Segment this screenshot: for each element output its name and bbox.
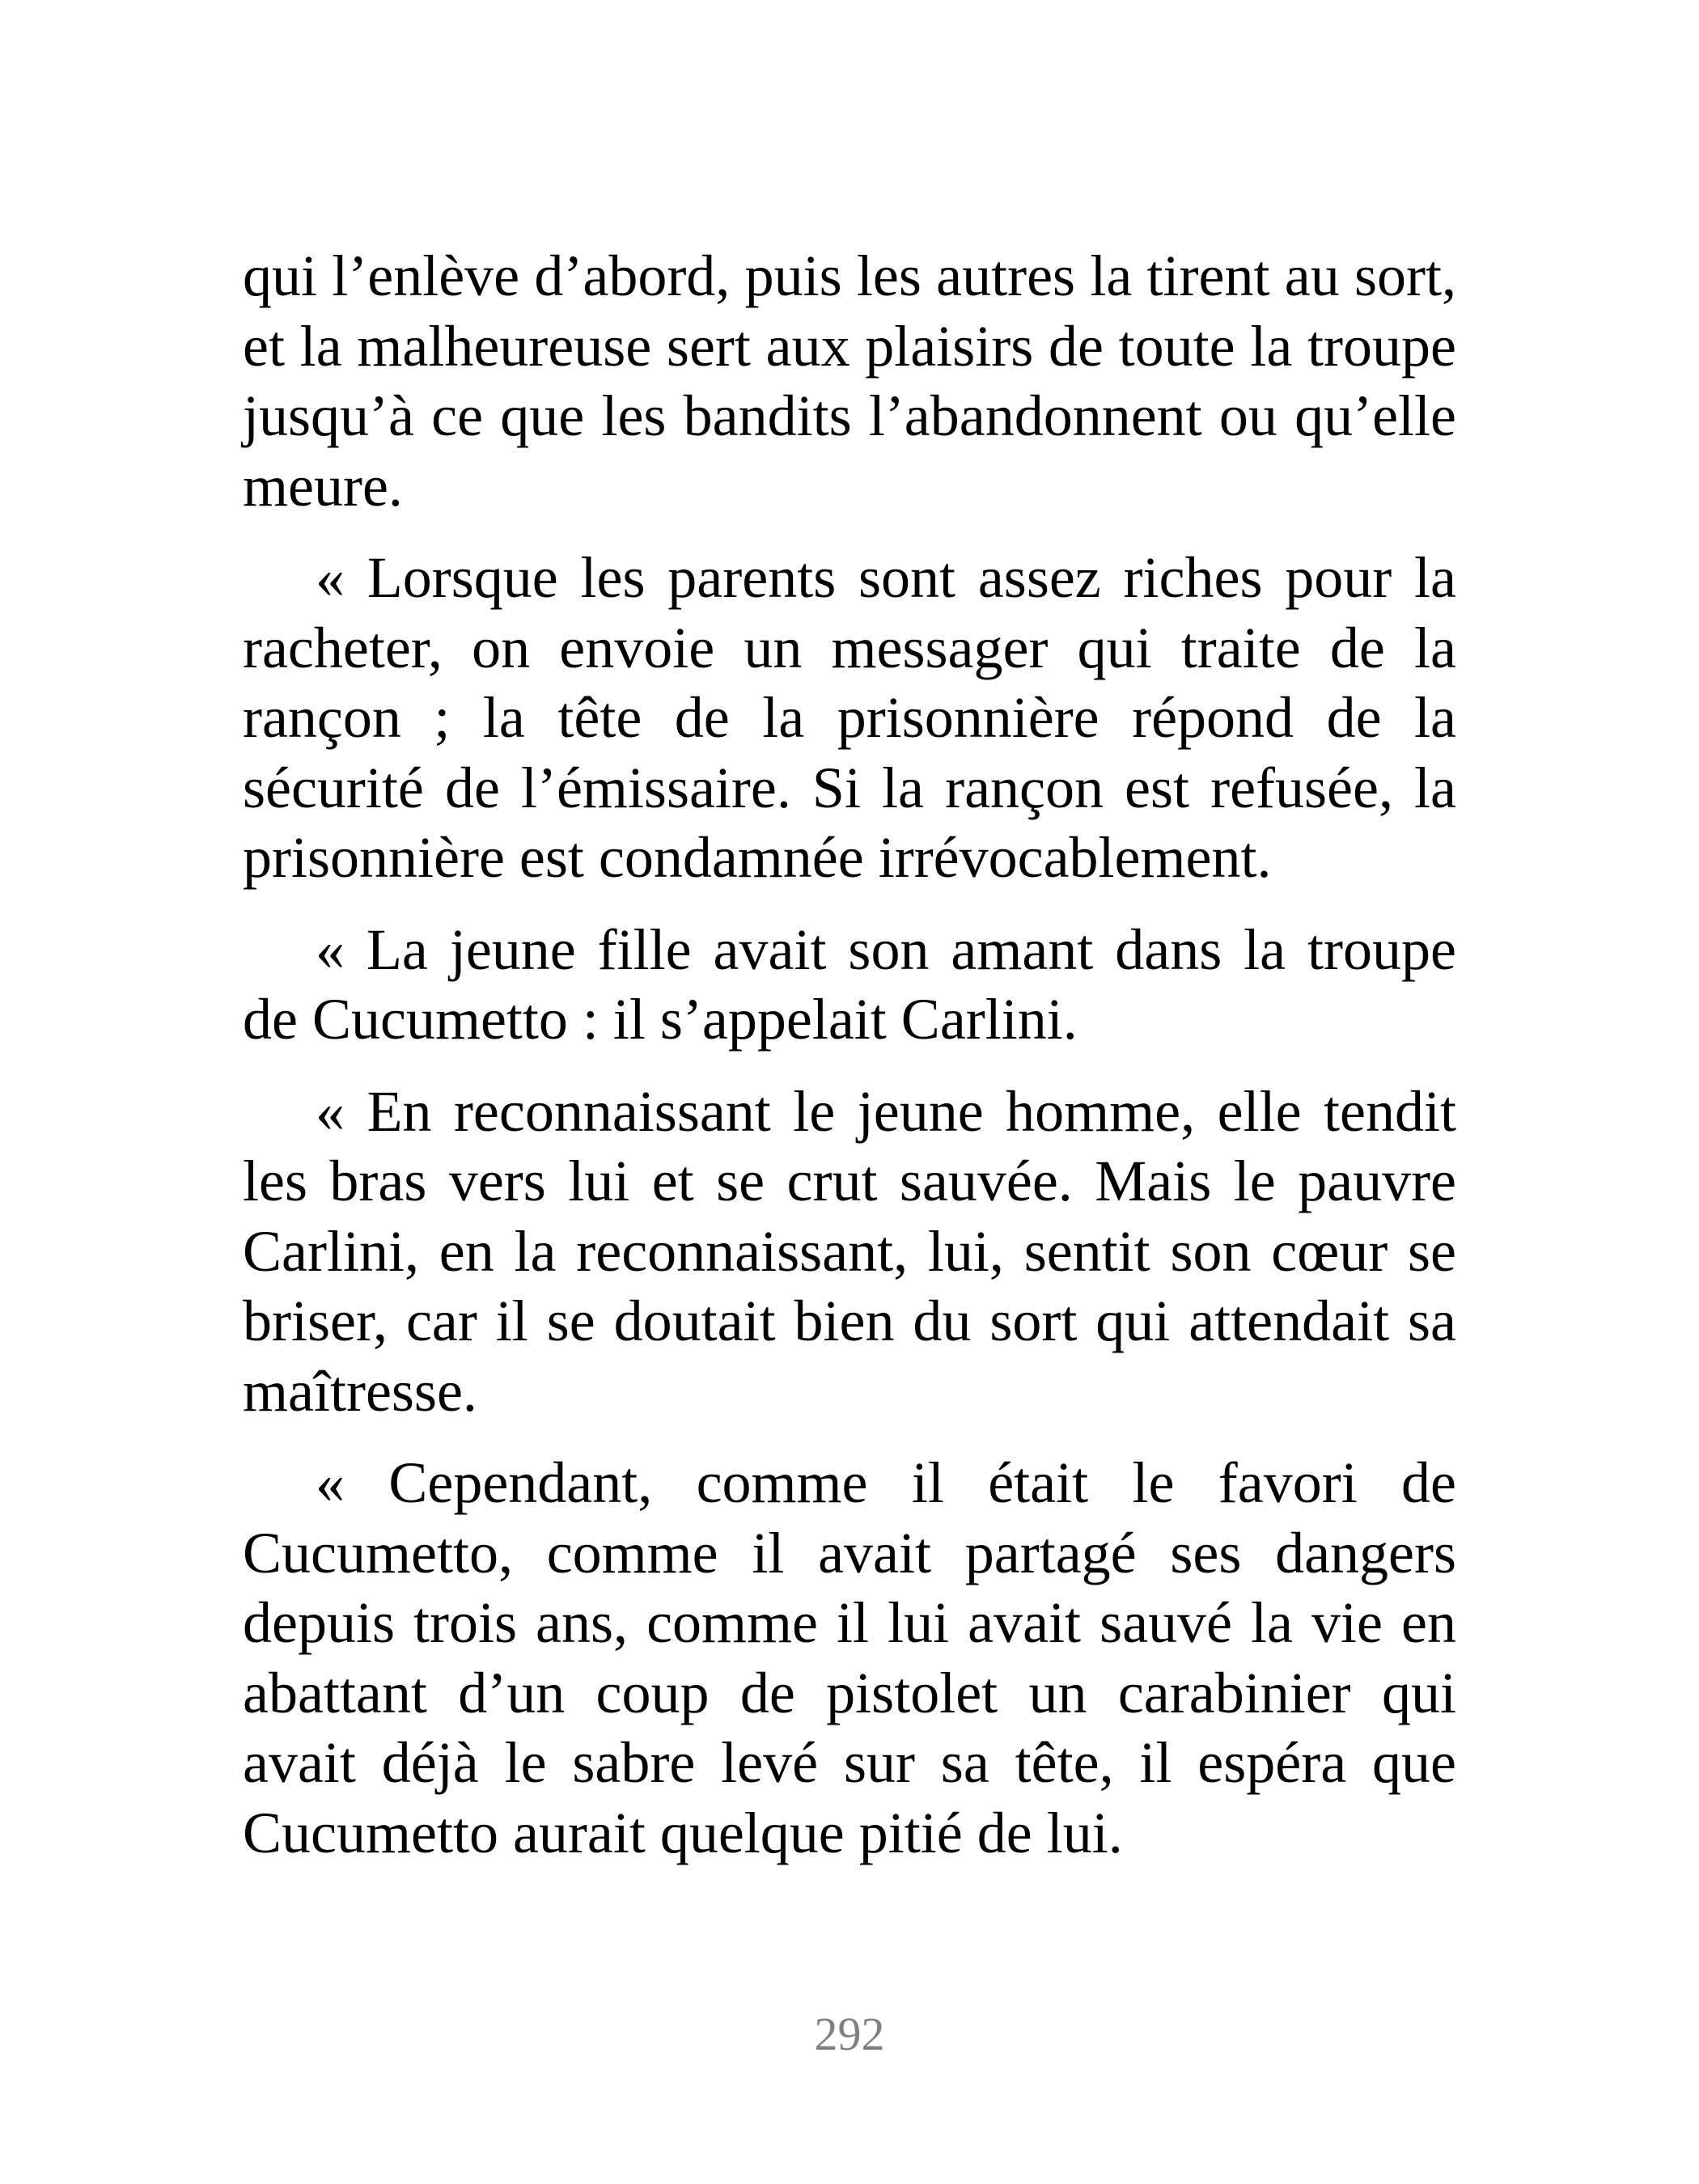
paragraph-carlini-lover: « La jeune fille avait son amant dans la troupe de Cucumetto : il s’appelait Carlini. — [243, 916, 1456, 1052]
paragraph-favorite: « Cependant, comme il était le favori de Cucumetto, comme il avait partagé ses dangers depuis trois ans, comme il lui avait sauvé la vie en abattant d’un coup de pistolet un carabinier qui avait déjà le sabre levé sur sa tête, il espéra que Cucumetto aurait quelque pitié de lui. — [243, 1450, 1456, 1865]
page-number: 292 — [814, 2008, 885, 2060]
body-text — [243, 241, 1456, 1890]
paragraph-continuation: qui l’enlève d’abord, puis les autres la tirent au sort, et la malheureuse sert aux plaisirs de toute la troupe jusqu’à ce que les bandits l’abandonnent ou qu’elle meure. — [243, 243, 1456, 518]
paragraph-recognition: « En reconnaissant le jeune homme, elle tendit les bras vers lui et se crut sauvée. Mais le pauvre Carlini, en la reconnaissant, lui, sentit son cœur se briser, car il se doutait bien du sort qui attendait sa maîtresse. — [243, 1078, 1456, 1424]
paragraph-ransom: « Lorsque les parents sont assez riches pour la racheter, on envoie un messager qui traite de la rançon ; la tête de la prisonnière répond de la sécurité de l’émissaire. Si la rançon est refusée, la prisonnière est condamnée irrévocablement. — [243, 545, 1456, 890]
